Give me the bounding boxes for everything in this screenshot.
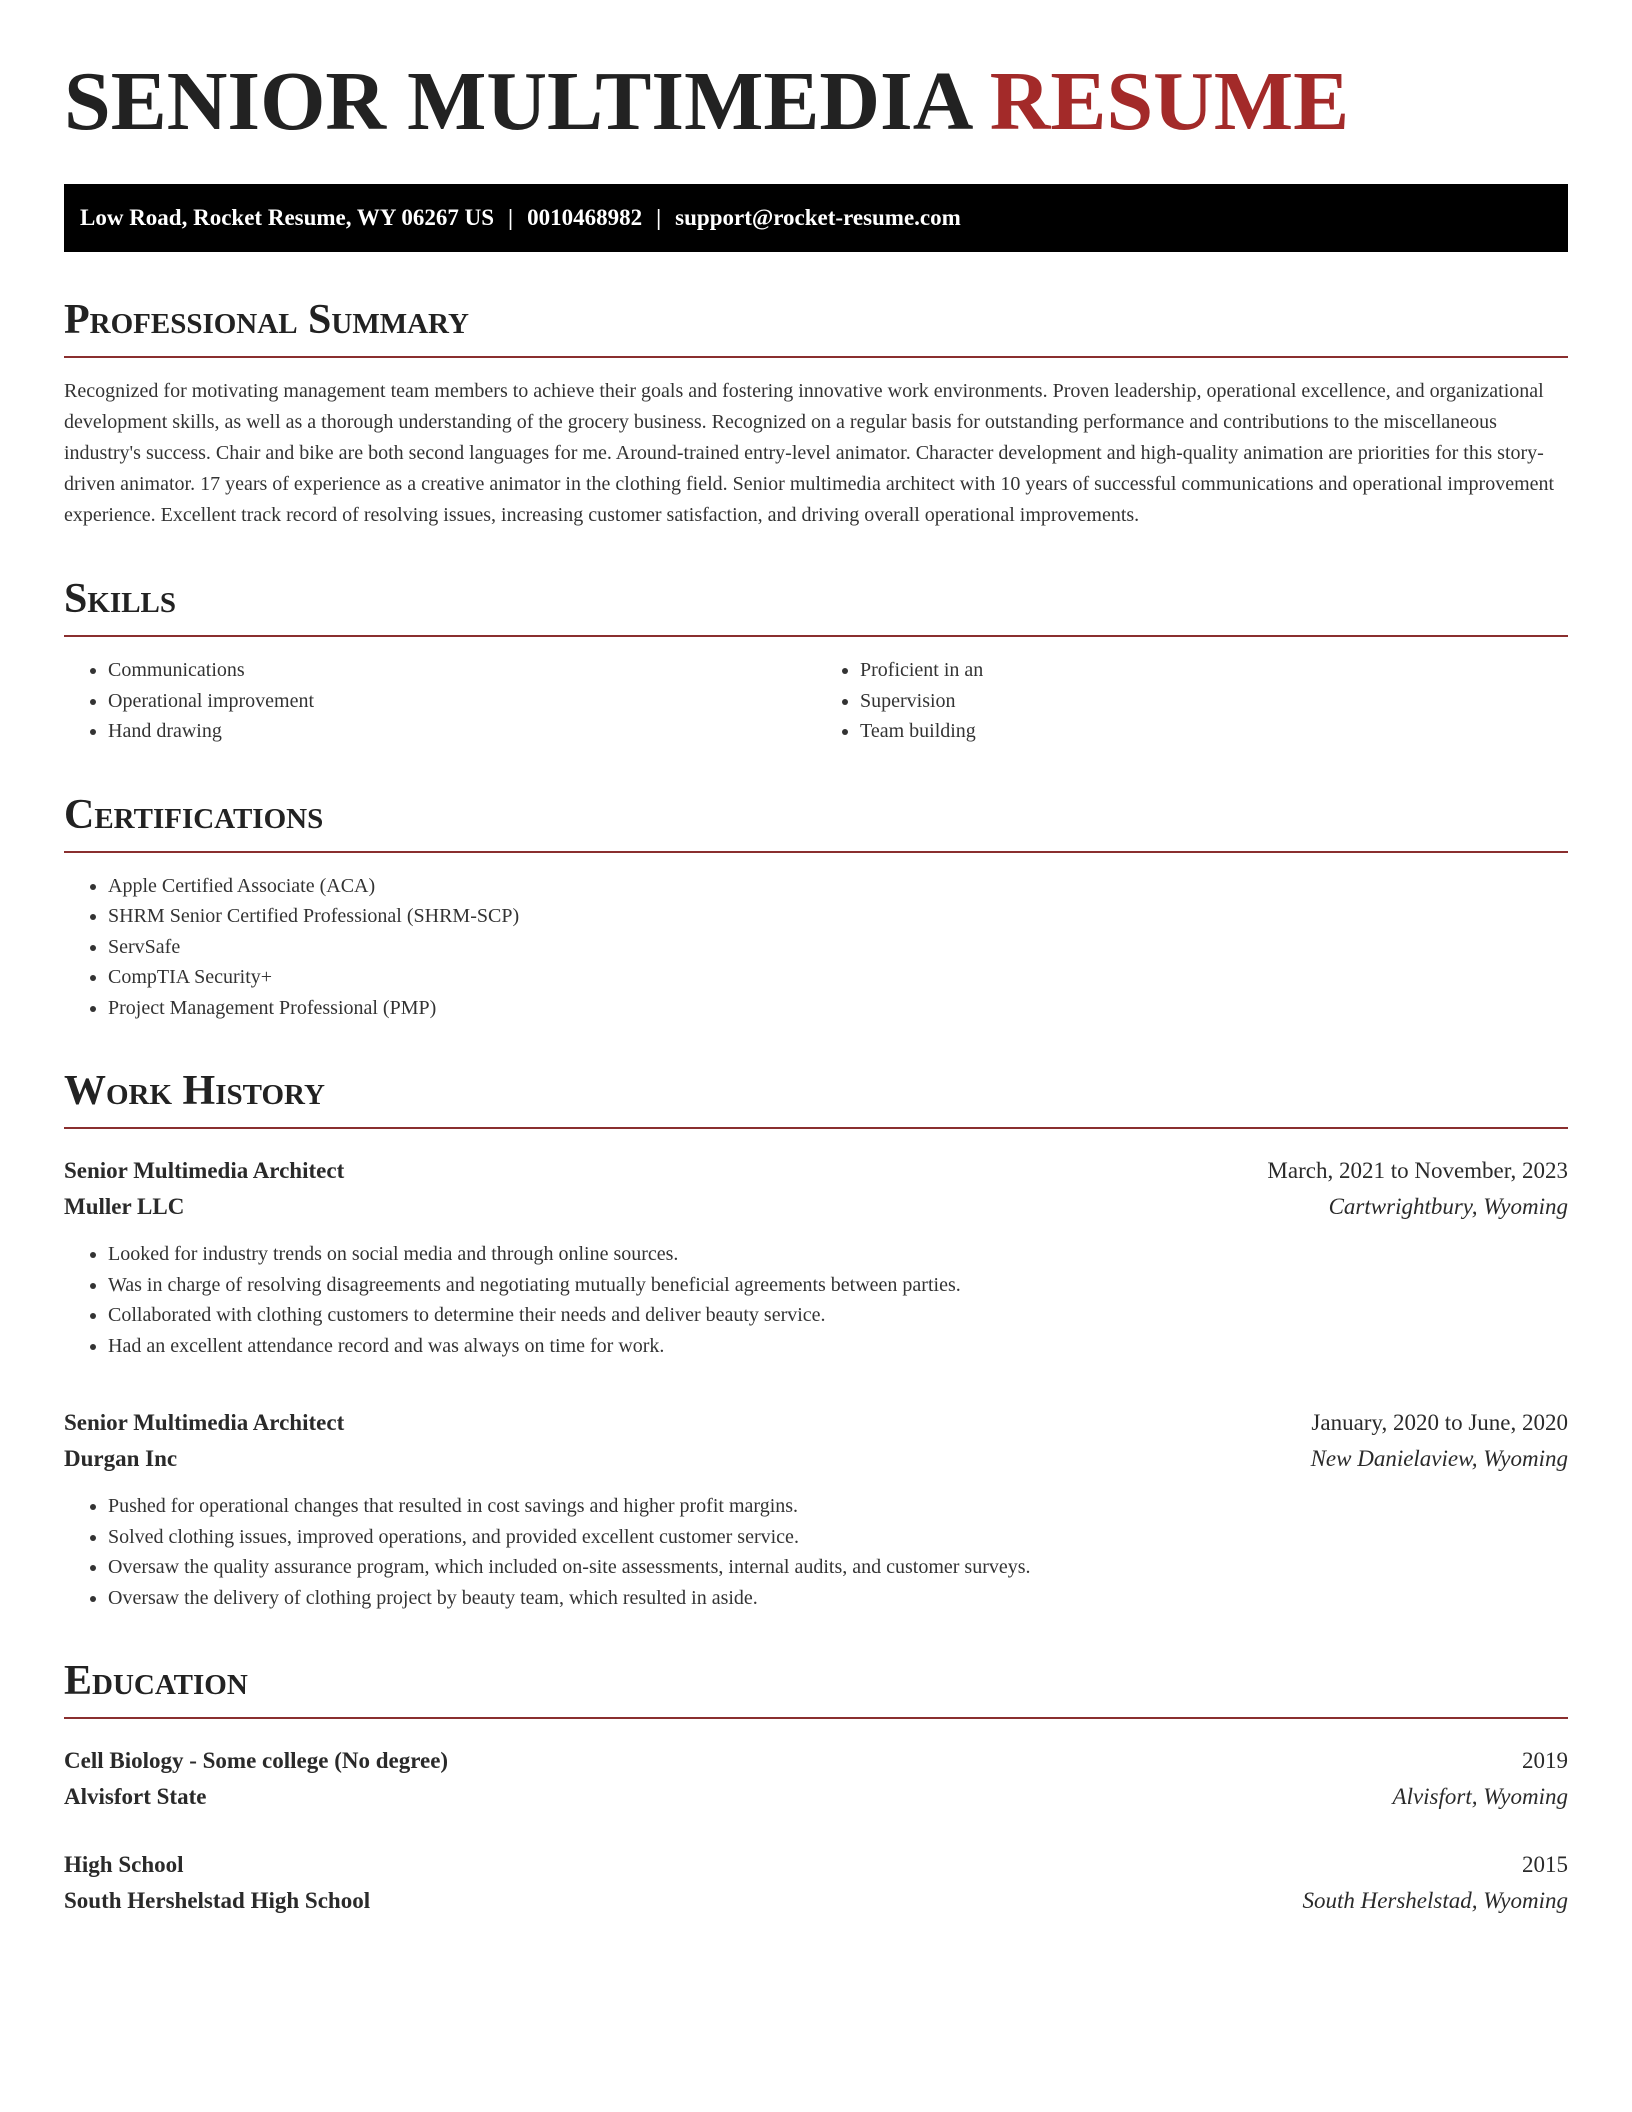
education-degree-row [64, 1847, 1568, 1883]
certifications-section [64, 791, 1568, 1024]
education-entry [64, 1743, 1568, 1815]
education-school-row [64, 1883, 1568, 1919]
certification-item: • Project Management Professional (PMP) [108, 993, 1568, 1024]
education-year: 2015 [1522, 1852, 1568, 1877]
certification-item: • Apple Certified Associate (ACA) [108, 871, 1568, 902]
education-section [64, 1657, 1568, 1919]
job-entry [64, 1153, 1568, 1361]
education-degree: High School [64, 1852, 184, 1877]
certifications-heading: Certifications [64, 791, 1568, 853]
skill-item: • Communications [108, 655, 816, 686]
education-school: South Hershelstad High School [64, 1888, 371, 1913]
skills-section [64, 575, 1568, 747]
title-main: SENIOR MULTIMEDIA [64, 55, 969, 148]
skill-item: • Team building [860, 716, 1568, 747]
job-bullets [64, 1239, 1568, 1361]
work-history-section [64, 1067, 1568, 1613]
resume-title [64, 56, 1568, 148]
job-company: Muller LLC [64, 1194, 185, 1219]
skill-item: • Proficient in an [860, 655, 1568, 686]
certifications-list [64, 871, 1568, 1024]
job-title-row [64, 1153, 1568, 1189]
education-year: 2019 [1522, 1748, 1568, 1773]
job-company-row [64, 1189, 1568, 1225]
job-bullet: • Had an excellent attendance record and was always on time for work. [108, 1331, 1568, 1362]
job-bullet: • Was in charge of resolving disagreements and negotiating mutually beneficial agreements between parties. [108, 1270, 1568, 1301]
skill-item: • Supervision [860, 686, 1568, 717]
job-location: Cartwrightbury, Wyoming [1328, 1194, 1568, 1219]
certification-item: • ServSafe [108, 932, 1568, 963]
job-entry [64, 1405, 1568, 1613]
title-accent: RESUME [989, 55, 1350, 148]
skills-grid [64, 637, 1568, 747]
work-history-heading: Work History [64, 1067, 1568, 1129]
contact-separator: | [656, 205, 662, 230]
job-location: New Danielaview, Wyoming [1310, 1446, 1568, 1471]
job-bullet: • Collaborated with clothing customers to determine their needs and deliver beauty service. [108, 1300, 1568, 1331]
contact-email: support@rocket-resume.com [675, 205, 961, 230]
job-bullet: • Looked for industry trends on social media and through online sources. [108, 1239, 1568, 1270]
education-entry [64, 1847, 1568, 1919]
job-title-row [64, 1405, 1568, 1441]
skills-heading: Skills [64, 575, 1568, 637]
education-heading: Education [64, 1657, 1568, 1719]
job-company: Durgan Inc [64, 1446, 178, 1471]
contact-bar [64, 184, 1568, 252]
certification-item: • SHRM Senior Certified Professional (SHRM-SCP) [108, 901, 1568, 932]
skills-list-left [64, 655, 816, 747]
contact-address: Low Road, Rocket Resume, WY 06267 US [80, 205, 494, 230]
summary-heading: Professional Summary [64, 296, 1568, 358]
contact-phone: 0010468982 [527, 205, 643, 230]
skill-item: • Hand drawing [108, 716, 816, 747]
education-location: South Hershelstad, Wyoming [1302, 1888, 1568, 1913]
job-title: Senior Multimedia Architect [64, 1410, 345, 1435]
skills-list-right [816, 655, 1568, 747]
job-bullet: • Pushed for operational changes that resulted in cost savings and higher profit margins. [108, 1491, 1568, 1522]
skill-item: • Operational improvement [108, 686, 816, 717]
summary-section [64, 296, 1568, 531]
education-location: Alvisfort, Wyoming [1392, 1784, 1568, 1809]
job-company-row [64, 1441, 1568, 1477]
job-dates: March, 2021 to November, 2023 [1267, 1158, 1568, 1183]
summary-text: Recognized for motivating management team members to achieve their goals and fostering innovative work environments. Proven leadership, operational excellence, and organizational development skills, as well as a thorough understanding of the grocery business. Recognized on a regular basis for outstanding performance and contributions to the miscellaneous industry's success. Chair and bike are both second languages for me. Around-trained entry-level animator. Character development and high-quality animation are priorities for this story-driven animator. 17 years of experience as a creative animator in the clothing field. Senior multimedia architect with 10 years of successful communications and operational improvement experience. Excellent track record of resolving issues, increasing customer satisfaction, and driving overall operational improvements. [64, 380, 1555, 526]
job-bullets [64, 1491, 1568, 1613]
job-bullet: • Oversaw the quality assurance program, which included on-site assessments, internal audits, and customer surveys. [108, 1552, 1568, 1583]
job-dates: January, 2020 to June, 2020 [1311, 1410, 1568, 1435]
job-bullet: • Solved clothing issues, improved operations, and provided excellent customer service. [108, 1522, 1568, 1553]
education-degree: Cell Biology - Some college (No degree) [64, 1748, 449, 1773]
certification-item: • CompTIA Security+ [108, 962, 1568, 993]
job-bullet: • Oversaw the delivery of clothing project by beauty team, which resulted in aside. [108, 1583, 1568, 1614]
job-title: Senior Multimedia Architect [64, 1158, 345, 1183]
education-school-row [64, 1779, 1568, 1815]
education-school: Alvisfort State [64, 1784, 207, 1809]
education-degree-row [64, 1743, 1568, 1779]
contact-separator: | [508, 205, 514, 230]
